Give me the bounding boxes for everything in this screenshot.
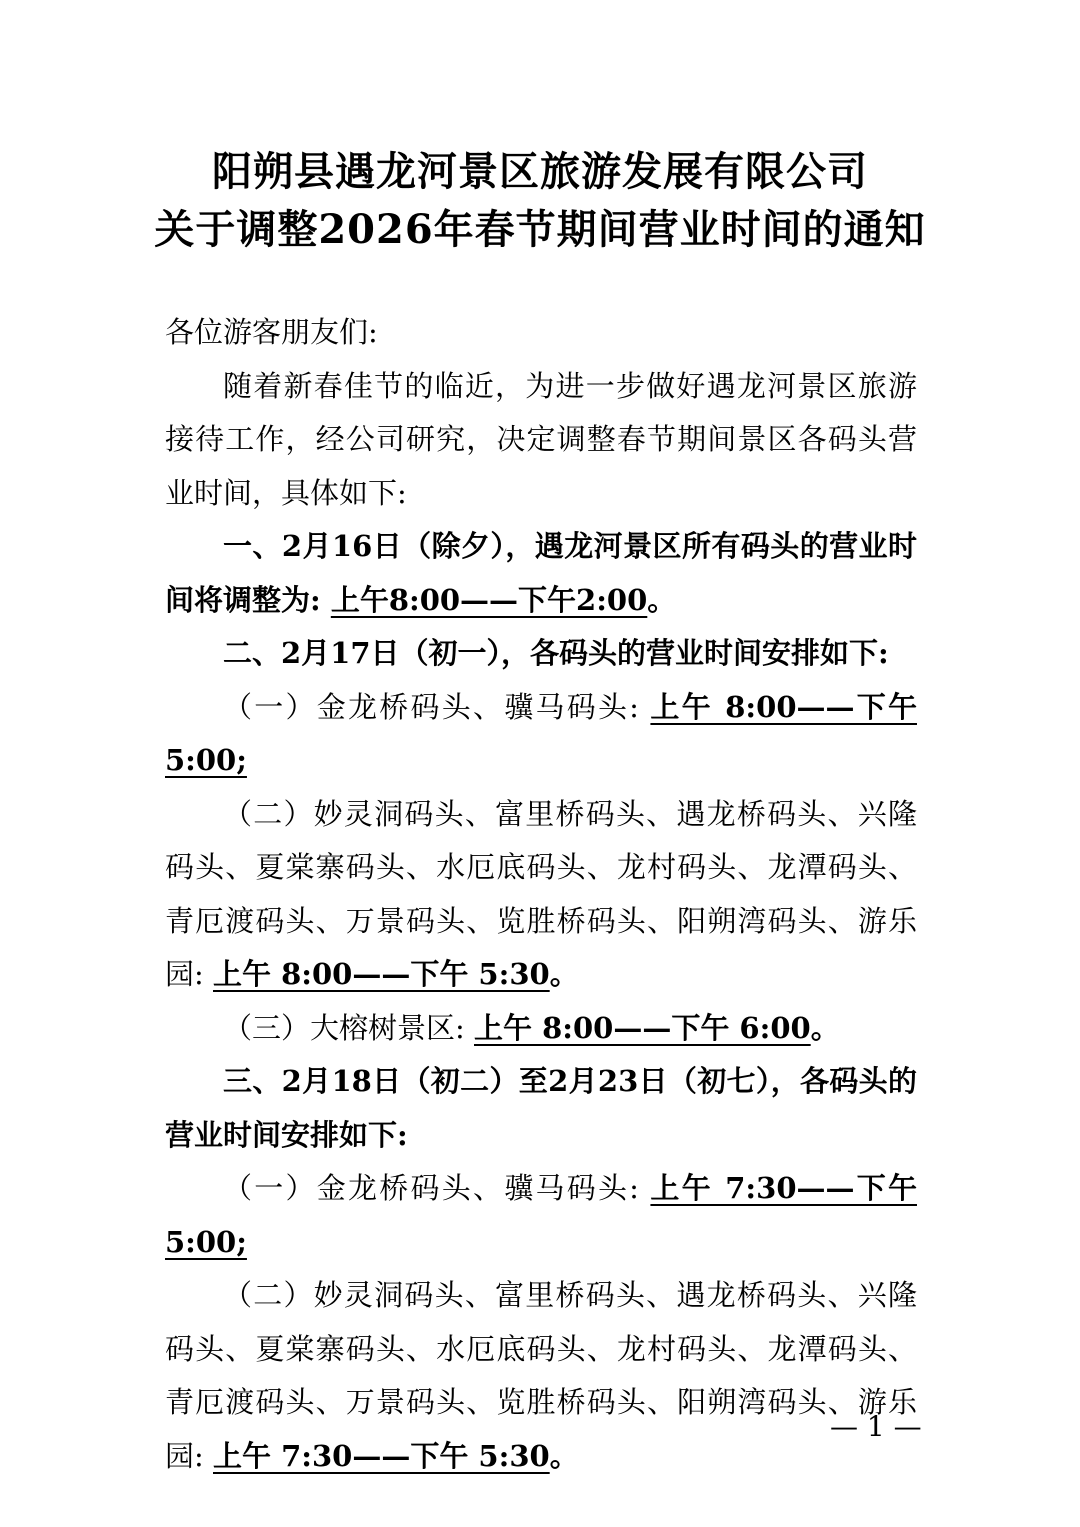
section-2-item-3 (165, 1002, 917, 1056)
section-3-item-1-time: 上午 7:30——下午 5:00; (165, 1171, 917, 1259)
salutation: 各位游客朋友们: (165, 315, 378, 349)
section-2-heading: 二、2月17日（初一），各码头的营业时间安排如下: (223, 636, 889, 670)
section-2-item-3-time: 上午 8:00——下午 6:00 (474, 1010, 811, 1045)
section-3-item-2-time: 上午 7:30——下午 5:30 (213, 1438, 550, 1473)
title-line-1: 阳朔县遇龙河景区旅游发展有限公司 (212, 148, 868, 195)
section-3-item-2-label: （二）妙灵洞码头、富里桥码头、遇龙桥码头、兴隆码头、夏棠寨码头、水厄底码头、龙村码头、龙潭码头、青厄渡码头、万景码头、览胜桥码头、阳朔湾码头、游乐园: (165, 1278, 917, 1473)
section-3-item-1-label: （一）金龙桥码头、骥马码头: (223, 1171, 651, 1205)
notice-body (165, 306, 917, 1483)
section-1-text: 一、2月16日（除夕），遇龙河景区所有码头的营业时间将调整为: (165, 529, 917, 617)
page-number: — 1 — (830, 1410, 922, 1443)
section-1-end: 。 (647, 582, 677, 617)
section-1 (165, 520, 917, 627)
section-2-item-3-label: （三）大榕树景区: (223, 1010, 474, 1045)
intro-paragraph: 随着新春佳节的临近，为进一步做好遇龙河景区旅游接待工作，经公司研究，决定调整春节期间景区各码头营业时间，具体如下: (165, 368, 917, 510)
section-3-item-2-end: 。 (549, 1438, 579, 1473)
section-3-heading: 三、2月18日（初二）至2月23日（初七），各码头的营业时间安排如下: (165, 1064, 917, 1152)
section-2-item-1 (165, 681, 917, 788)
section-3-item-2 (165, 1269, 917, 1483)
section-2-item-1-time: 上午 8:00——下午 5:00; (165, 689, 917, 777)
section-1-time: 上午8:00——下午2:00 (330, 582, 648, 617)
section-2-item-2-time: 上午 8:00——下午 5:30 (213, 957, 550, 991)
section-2-item-2-label: （二）妙灵洞码头、富里桥码头、遇龙桥码头、兴隆码头、夏棠寨码头、水厄底码头、龙村码头、龙潭码头、青厄渡码头、万景码头、览胜桥码头、阳朔湾码头、游乐园: (165, 796, 917, 991)
section-2-item-2 (165, 788, 917, 1002)
title-line-2: 关于调整2026年春节期间营业时间的通知 (154, 206, 926, 253)
section-3-item-1 (165, 1162, 917, 1269)
section-2-item-1-label: （一）金龙桥码头、骥马码头: (223, 689, 651, 724)
section-2-item-3-end: 。 (810, 1010, 840, 1045)
section-2-item-2-end: 。 (549, 957, 579, 991)
